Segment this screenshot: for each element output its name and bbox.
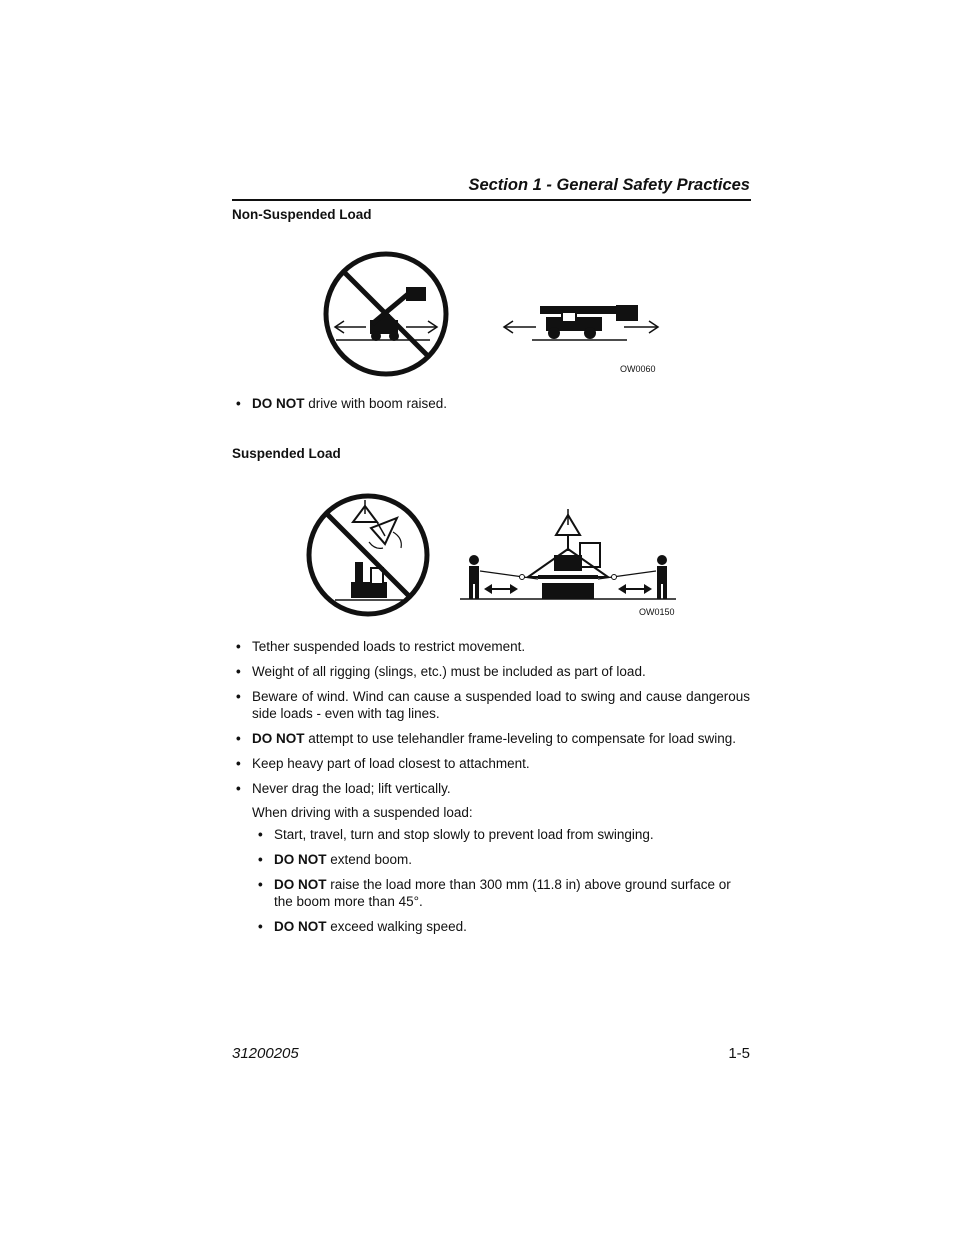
bullet-icon: • — [236, 396, 241, 411]
bullet-text: Keep heavy part of load closest to attachment. — [252, 756, 530, 771]
footer-page-number: 1-5 — [728, 1045, 750, 1062]
bullet-emphasis: DO NOT — [274, 852, 327, 867]
driving-intro: When driving with a suspended load: — [252, 805, 473, 820]
bullet-icon: • — [236, 731, 241, 746]
bullet-icon: • — [258, 919, 263, 934]
bullet-icon: • — [258, 827, 263, 842]
heading-suspended-load: Suspended Load — [232, 446, 341, 461]
bullet-text: exceed walking speed. — [326, 919, 467, 934]
bullet-emphasis: DO NOT — [274, 877, 327, 892]
list-item — [258, 918, 750, 935]
bullet-text: Never drag the load; lift vertically. — [252, 781, 451, 796]
bullet-icon: • — [236, 664, 241, 679]
bullet-text: attempt to use telehandler frame-leveling to compensate for load swing. — [304, 731, 736, 746]
header-rule — [232, 199, 751, 201]
list-item — [236, 395, 750, 412]
list-item — [236, 755, 750, 772]
bullet-text: Weight of all rigging (slings, etc.) must be included as part of load. — [252, 664, 646, 679]
bullet-text: Beware of wind. Wind can cause a suspended load to swing and cause dangerous side loads - even with tag lines. — [252, 689, 750, 721]
section-title: Section 1 - General Safety Practices — [468, 176, 750, 194]
bullet-icon: • — [236, 689, 241, 704]
bullet-icon: • — [258, 852, 263, 867]
bullet-emphasis: DO NOT — [274, 919, 327, 934]
lowered-boom-travel-icon — [502, 300, 662, 345]
bullet-emphasis: DO NOT — [252, 731, 305, 746]
list-item — [236, 780, 750, 797]
prohibited-raised-boom-icon — [322, 250, 450, 378]
bullet-text: raise the load more than 300 mm (11.8 in) above ground surface or the boom more than 45°. — [274, 877, 731, 909]
figure-code-ow0060: OW0060 — [620, 364, 656, 374]
bullet-emphasis: DO NOT — [252, 396, 305, 411]
prohibited-suspended-load-icon — [305, 492, 431, 618]
bullet-icon: • — [236, 781, 241, 796]
footer-doc-number: 31200205 — [232, 1045, 299, 1062]
list-item — [236, 730, 750, 747]
list-item — [236, 663, 750, 680]
list-item — [258, 851, 750, 868]
bullet-icon: • — [258, 877, 263, 892]
bullet-text: drive with boom raised. — [304, 396, 448, 411]
heading-non-suspended-load: Non-Suspended Load — [232, 207, 372, 222]
bullet-text: Start, travel, turn and stop slowly to prevent load from swinging. — [274, 827, 654, 842]
list-item — [236, 688, 750, 722]
figure-code-ow0150: OW0150 — [639, 607, 675, 617]
bullet-text: extend boom. — [326, 852, 413, 867]
bullet-text: Tether suspended loads to restrict movement. — [252, 639, 526, 654]
list-item — [236, 638, 750, 655]
list-item — [258, 876, 750, 910]
bullet-icon: • — [236, 639, 241, 654]
tethered-suspended-load-icon — [458, 505, 678, 603]
list-item — [258, 826, 750, 843]
bullet-icon: • — [236, 756, 241, 771]
